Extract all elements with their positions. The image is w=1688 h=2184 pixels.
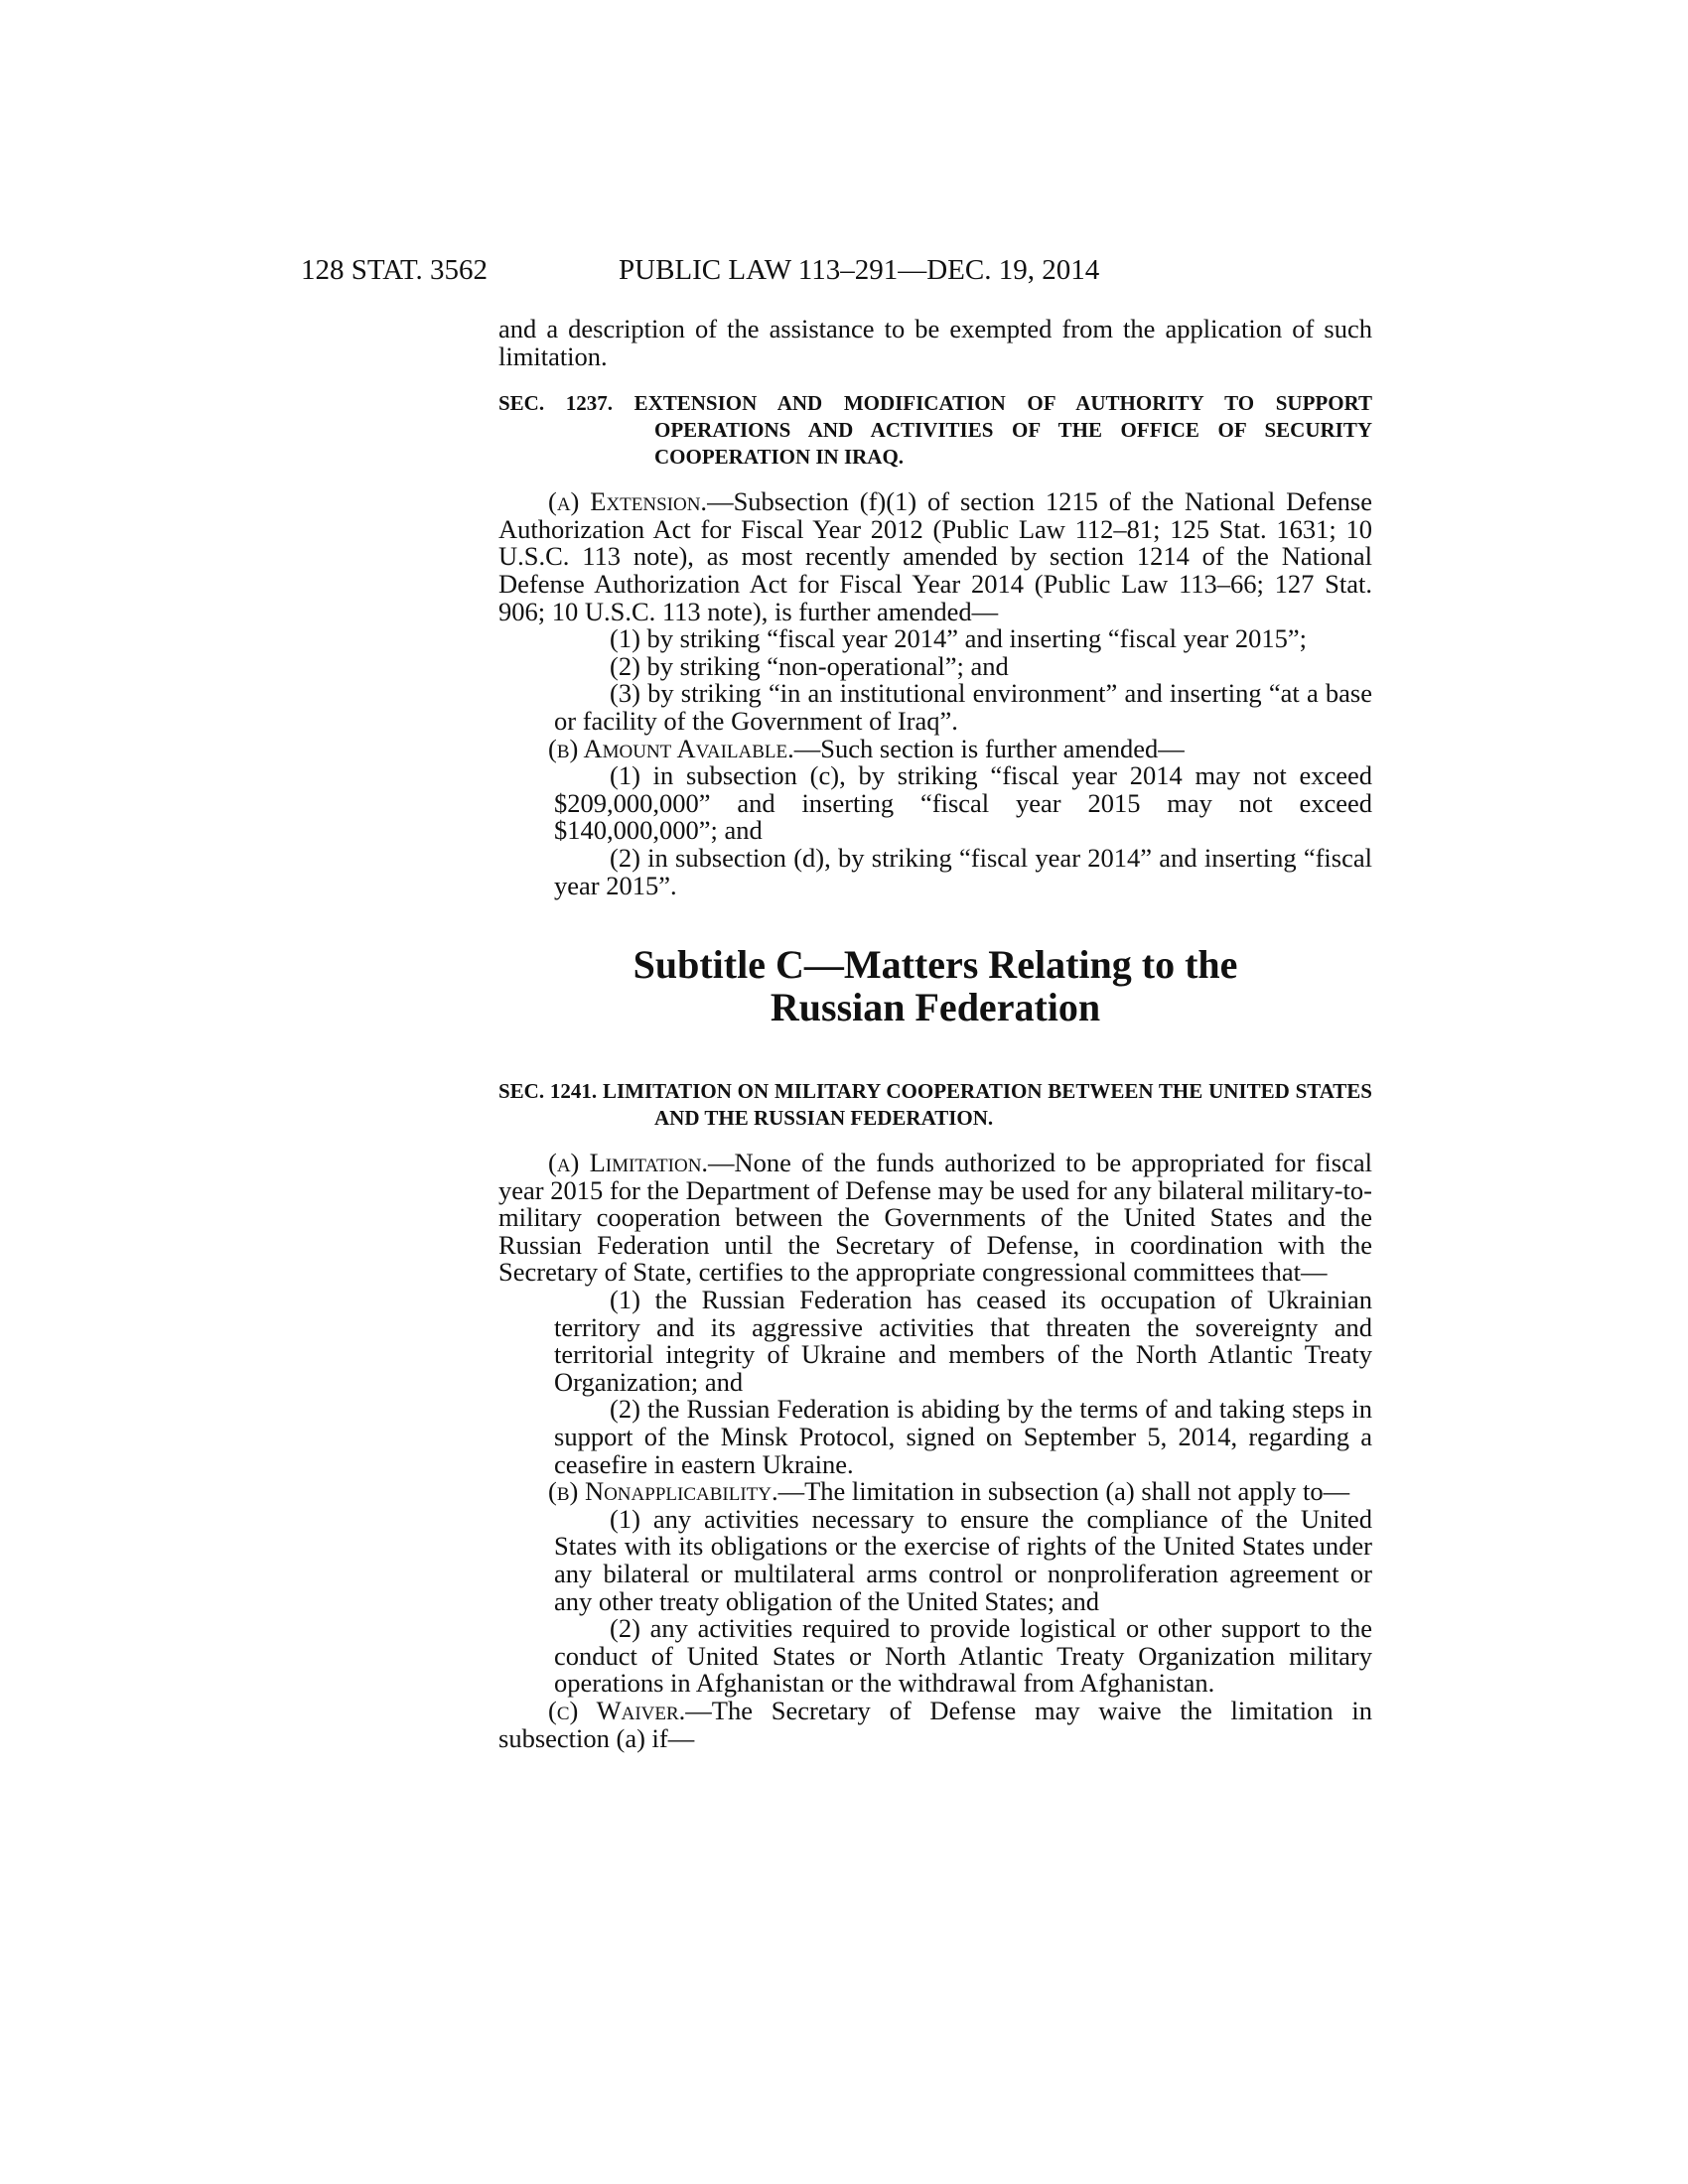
sec1241-c-text: —The Secretary of Defense may waive the limitation in subsection (a) if— [498,1695,1372,1753]
sec1237-b-label: (b) Amount Available. [548,733,794,763]
sec1237-a-paragraph-2: (2) by striking “non-operational”; and [610,650,1009,681]
subtitle-c-line-1: Subtitle C—Matters Relating to the [633,942,1238,988]
sec1237-a-label: (a) Extension. [548,486,708,517]
subtitle-c-heading [498,943,1372,1028]
stat-page-number: 128 STAT. 3562 [301,254,489,286]
document-body [498,316,1372,1752]
sec1241-subsection-b [498,1478,1372,1506]
sec1241-a-text: —None of the funds authorized to be appropriated for fiscal year 2015 for the Department of Defense may be used for any bilateral military-to-military cooperation between the Governments of the United States and the Russian Federation until the Secretary of Defense, in coordination with the Secretary of State, certifies to the appropriate congressional committees that— [498,1148,1372,1288]
sec1237-subsection-a [498,488,1372,625]
subtitle-c-line-2: Russian Federation [770,985,1101,1030]
sec1241-a-paragraph-1: (1) the Russian Federation has ceased its occupation of Ukrainian territory and its aggressive activities that threaten the sovereignty and territorial integrity of Ukraine and members of the North Atlantic Treaty Organization; and [554,1285,1372,1397]
sec1237-b-text: —Such section is further amended— [793,733,1185,763]
sec1241-b-paragraph-2: (2) any activities required to provide logistical or other support to the conduct of United States or North Atlantic Treaty Organization military operations in Afghanistan or the withdrawal from Afghanistan. [554,1613,1372,1699]
sec1237-a-paragraph-3: (3) by striking “in an institutional environment” and inserting “at a base or facility of the Government of Iraq”. [554,678,1372,736]
section-1241-heading: SEC. 1241. LIMITATION ON MILITARY COOPERATION BETWEEN THE UNITED STATES AND THE RUSSIAN FEDERATION. [498,1079,1372,1131]
sec1241-b-paragraph-1: (1) any activities necessary to ensure the compliance of the United States with its obligations or the exercise of rights of the United States under any bilateral or multilateral arms control or nonproliferation agreement or any other treaty obligation of the United States; and [554,1503,1372,1616]
public-law-header: PUBLIC LAW 113–291—DEC. 19, 2014 [619,254,1100,286]
section-1237-heading: SEC. 1237. EXTENSION AND MODIFICATION OF AUTHORITY TO SUPPORT OPERATIONS AND ACTIVITIES OF THE OFFICE OF SECURITY COOPERATION IN IRAQ. [498,391,1372,470]
sec1237-subsection-b [498,733,1372,763]
sec1241-subsection-c [498,1695,1372,1753]
sec1237-a-text: —Subsection (f)(1) of section 1215 of the National Defense Authorization Act for Fiscal Year 2012 (Public Law 112–81; 125 Stat. 1631; 10 U.S.C. 113 note), as most recently amended by section 1214 of the National Defense Authorization Act for Fiscal Year 2014 (Public Law 113–66; 127 Stat. 906; 10 U.S.C. 113 note), is further amended— [498,486,1372,626]
sec1241-a-label: (a) Limitation. [548,1148,709,1178]
sec1241-b-label: (b) Nonapplicability. [548,1476,778,1507]
sec1241-subsection-a [498,1150,1372,1287]
sec1241-b-text: —The limitation in subsection (a) shall not apply to— [777,1476,1350,1507]
sec1237-b-paragraph-1: (1) in subsection (c), by striking “fiscal year 2014 may not exceed $209,000,000” and inserting “fiscal year 2015 may not exceed $140,000,000”; and [554,760,1372,846]
sec1237-b-paragraph-2: (2) in subsection (d), by striking “fiscal year 2014” and inserting “fiscal year 2015”. [554,842,1372,900]
intro-paragraph: and a description of the assistance to be exempted from the application of such limitation. [498,314,1372,371]
sec1241-c-label: (c) Waiver. [548,1695,686,1725]
page-header [301,250,1294,290]
sec1237-a-paragraph-1: (1) by striking “fiscal year 2014” and inserting “fiscal year 2015”; [610,623,1308,654]
sec1241-a-paragraph-2: (2) the Russian Federation is abiding by the terms of and taking steps in support of the Minsk Protocol, signed on September 5, 2014, regarding a ceasefire in eastern Ukraine. [554,1394,1372,1479]
